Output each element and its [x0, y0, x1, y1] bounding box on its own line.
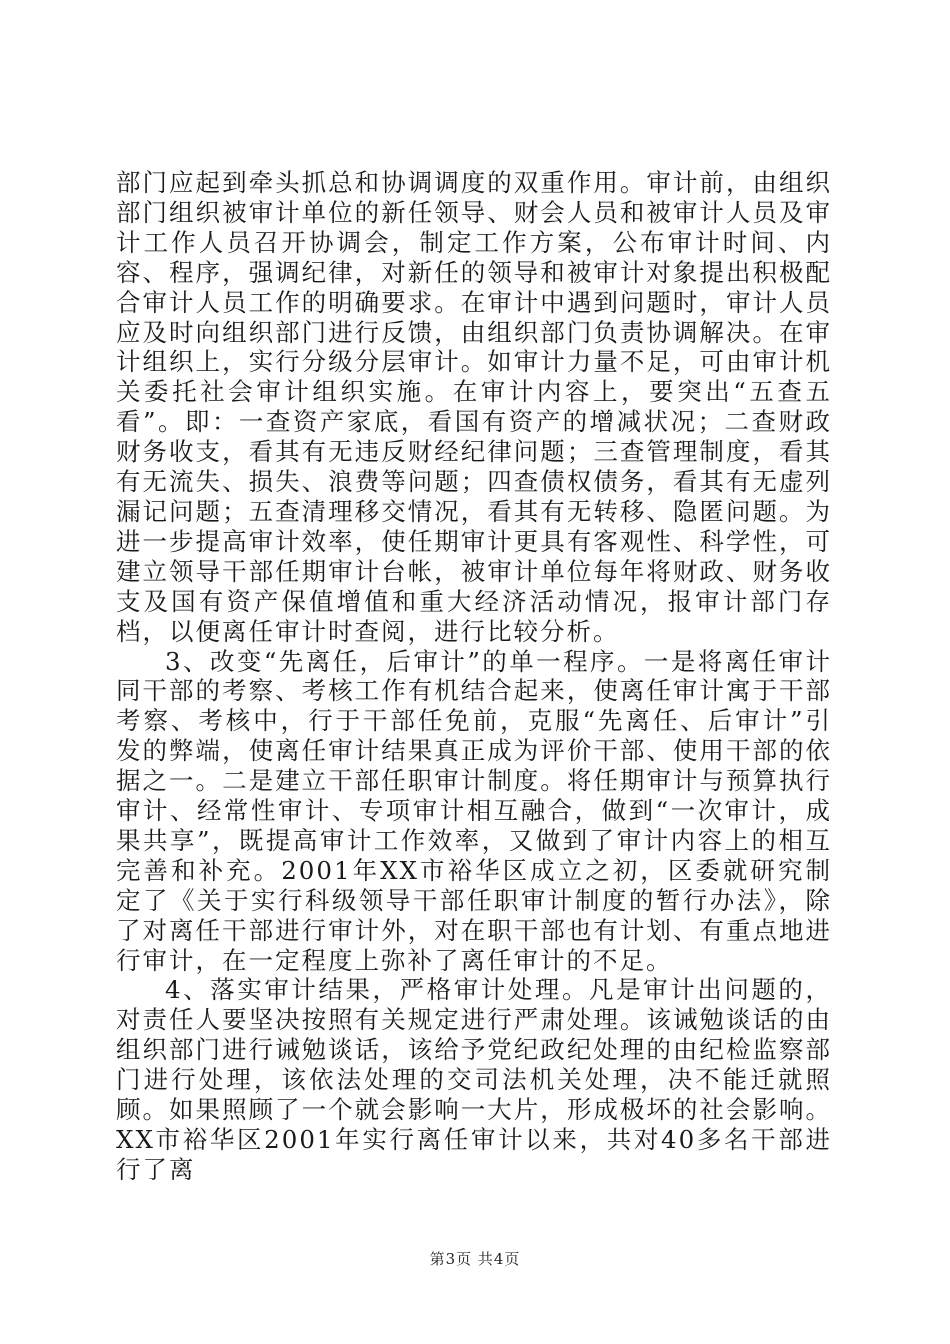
page-number-footer: 第3页 共4页	[429, 1250, 521, 1268]
paragraph-item-3: 3、改变“先离任，后审计”的单一程序。一是将离任审计同干部的考察、考核工作有机结合起来，使离任审计寓于干部考察、考核中，行于干部任免前，克服“先离任、后审计”引发的弊端，使离任审计结果真正成为评价干部、使用干部的依据之一。二是建立干部任职审计制度。将任期审计与预算执行审计、经常性审计、专项审计相互融合，做到“一次审计，成果共享”，既提高审计工作效率，又做到了审计内容上的相互完善和补充。2001年XX市裕华区成立之初，区委就研究制定了《关于实行科级领导干部任职审计制度的暂行办法》，除了对离任干部进行审计外，对在职干部也有计划、有重点地进行审计，在一定程度上弥补了离任审计的不足。	[116, 646, 832, 975]
paragraph-item-4: 4、落实审计结果，严格审计处理。凡是审计出问题的，对责任人要坚决按照有关规定进行严肃处理。该诫勉谈话的由组织部门进行诫勉谈话，该给予党纪政纪处理的由纪检监察部门进行处理，该依法处理的交司法机关处理，决不能迁就照顾。如果照顾了一个就会影响一大片，形成极坏的社会影响。XX市裕华区2001年实行离任审计以来，共对40多名干部进行了离	[116, 975, 832, 1184]
document-body	[116, 168, 832, 1185]
paragraph-continuation: 部门应起到牵头抓总和协调调度的双重作用。审计前，由组织部门组织被审计单位的新任领导、财会人员和被审计人员及审计工作人员召开协调会，制定工作方案，公布审计时间、内容、程序，强调纪律，对新任的领导和被审计对象提出积极配合审计人员工作的明确要求。在审计中遇到问题时，审计人员应及时向组织部门进行反馈，由组织部门负责协调解决。在审计组织上，实行分级分层审计。如审计力量不足，可由审计机关委托社会审计组织实施。在审计内容上，要突出“五查五看”。即：一查资产家底，看国有资产的增减状况；二查财政财务收支，看其有无违反财经纪律问题；三查管理制度，看其有无流失、损失、浪费等问题；四查债权债务，看其有无虚列漏记问题；五查清理移交情况，看其有无转移、隐匿问题。为进一步提高审计效率，使任期审计更具有客观性、科学性，可建立领导干部任期审计台帐，被审计单位每年将财政、财务收支及国有资产保值增值和重大经济活动情况，报审计部门存档，以便离任审计时查阅，进行比较分析。	[116, 168, 832, 646]
